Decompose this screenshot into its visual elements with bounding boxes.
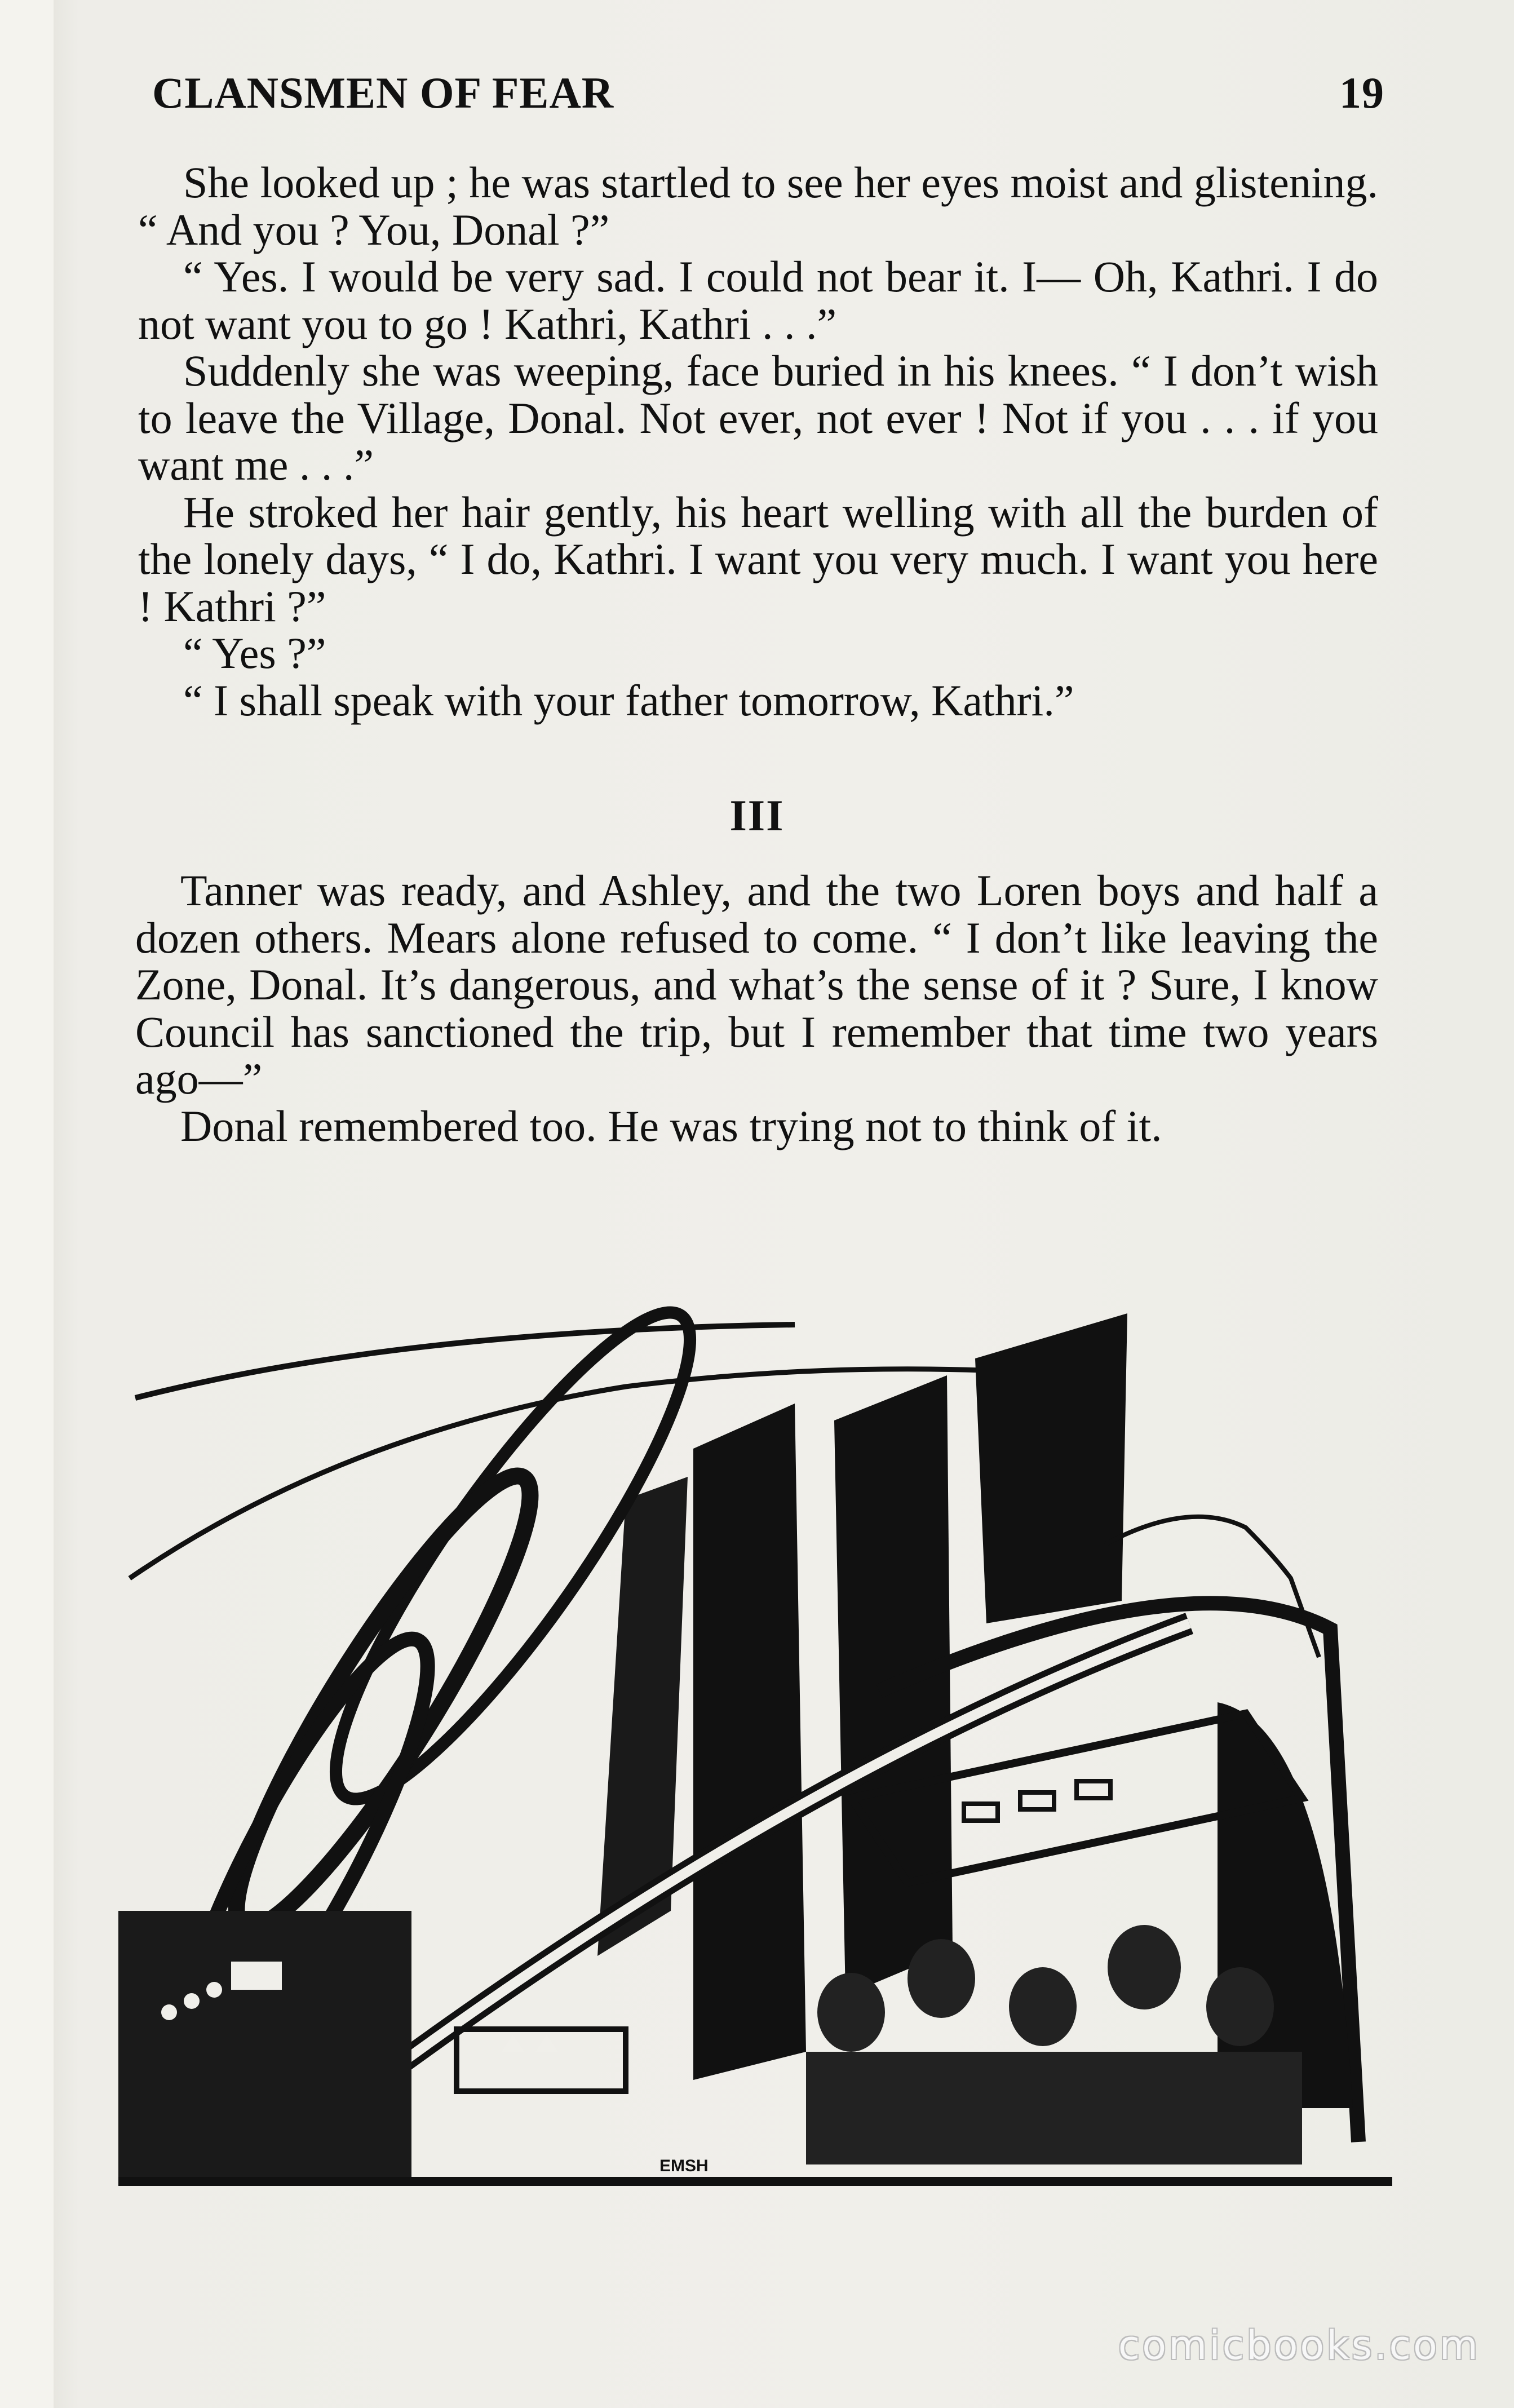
artist-signature: EMSH xyxy=(659,2157,709,2175)
paragraph: “ Yes ?” xyxy=(183,628,326,678)
paragraph: She looked up ; he was startled to see her eyes moist and glistening. “ And you ? You, Donal ?” xyxy=(138,158,1378,254)
paragraph: Tanner was ready, and Ashley, and the two Loren boys and half a dozen others. Mears alone refused to come. “ I don’t like leaving the Zone, Donal. It’s dangerous, and what’s the sense of it ? Sure, I know Council has sanctioned the trip, but I remember that time two years ago—” xyxy=(135,866,1378,1103)
page-number: 19 xyxy=(1339,68,1384,117)
running-header xyxy=(152,68,1384,130)
spaceship-illustration xyxy=(118,1263,1392,2187)
illustration-drawing xyxy=(118,1263,1392,2187)
paragraph: “ Yes. I would be very sad. I could not bear it. I— Oh, Kathri. I do not want you to go ! Kathri, Kathri . . .” xyxy=(138,252,1378,348)
paragraph: He stroked her hair gently, his heart welling with all the burden of the lonely days, “ I do, Kathri. I want you very much. I want you here ! Kathri ?” xyxy=(138,487,1378,631)
section-heading: III xyxy=(729,791,785,840)
paragraph: “ I shall speak with your father tomorrow, Kathri.” xyxy=(183,675,1074,725)
paragraph: Donal remembered too. He was trying not to think of it. xyxy=(180,1101,1162,1150)
text-block-2 xyxy=(135,867,1378,1149)
text-block-1 xyxy=(138,159,1378,724)
watermark: comicbooks.com xyxy=(1118,2322,1480,2369)
running-title: CLANSMEN OF FEAR xyxy=(152,68,614,117)
paragraph: Suddenly she was weeping, face buried in his knees. “ I don’t wish to leave the Village, Donal. Not ever, not ever ! Not if you . . . if you want me . . .” xyxy=(138,346,1378,489)
